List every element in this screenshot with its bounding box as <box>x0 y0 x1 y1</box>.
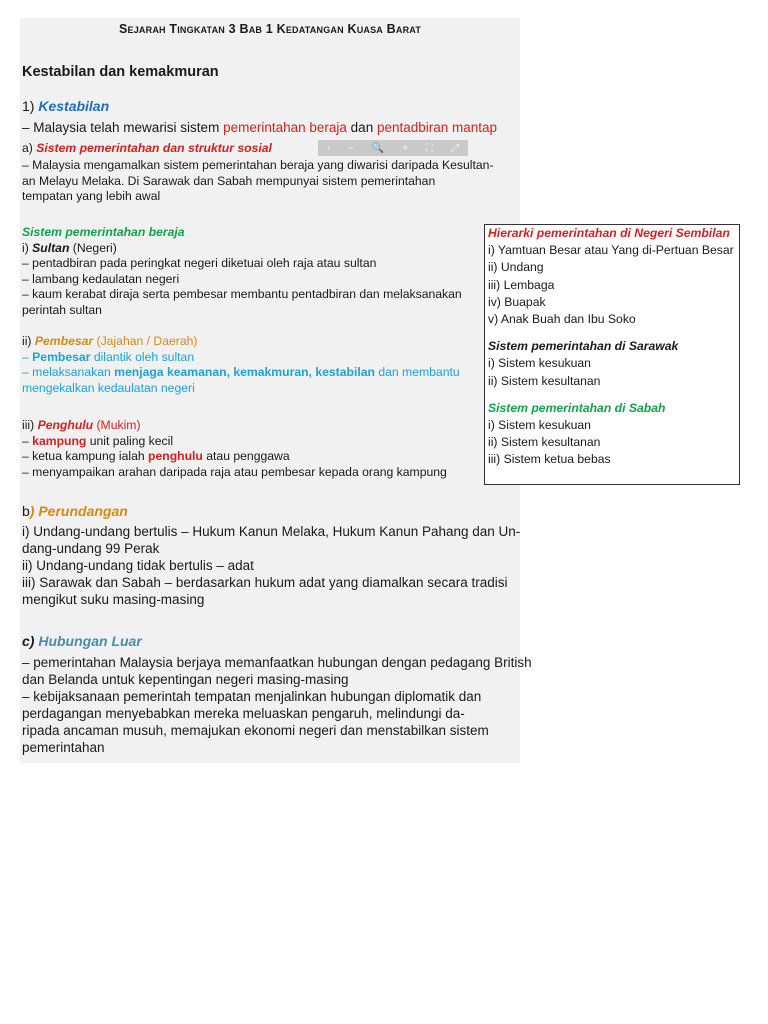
section-b-label: ) Perundangan <box>29 503 128 519</box>
expand-icon[interactable]: ⤢ <box>450 142 459 154</box>
pembesar-line-3: mengekalkan kedaulatan negeri <box>22 380 195 395</box>
sultan-line: – pentadbiran pada peringkat negeri diketuai oleh raja atau sultan <box>22 256 377 270</box>
section-b-body <box>22 523 520 608</box>
penghulu-l2-tail: atau penggawa <box>202 449 290 463</box>
section-c-line: – pemerintahan Malaysia berjaya memanfaatkan hubungan dengan pedagang British <box>22 655 532 670</box>
penghulu-block <box>22 418 447 480</box>
ns-item: iv) Buapak <box>488 294 546 309</box>
sarawak-title: Sistem pemerintahan di Sarawak <box>488 339 679 354</box>
sabah-item: ii) Sistem kesultanan <box>488 435 601 450</box>
zoom-out-icon[interactable]: – <box>348 142 354 154</box>
pembesar-num: ii) <box>22 334 35 348</box>
ns-item: iii) Lembaga <box>488 277 555 292</box>
section-b-line: iii) Sarawak dan Sabah – berdasarkan hukum adat yang diamalkan secara tradisi <box>22 575 508 590</box>
beraja-block <box>22 225 462 318</box>
ns-title: Hierarki pemerintahan di Negeri Sembilan <box>488 226 730 240</box>
section-a-heading <box>22 141 272 157</box>
penghulu-tail: (Mukim) <box>93 418 141 432</box>
fullscreen-icon[interactable]: ⛶ <box>425 142 433 154</box>
penghulu-line-2 <box>22 449 447 465</box>
pembesar-line-1: – Pembesar dilantik oleh sultan <box>22 349 195 364</box>
sultan-line: – kaum kerabat diraja serta pembesar membantu pentadbiran dan melaksanakan <box>22 287 462 301</box>
pembesar-heading <box>22 334 460 350</box>
kestabilan-red1: pemerintahan beraja <box>223 120 347 135</box>
section-b-line: mengikut suku masing-masing <box>22 592 205 607</box>
section-c-num: c) <box>22 633 39 649</box>
penghulu-line-3: – menyampaikan arahan daripada raja atau pembesar kepada orang kampung <box>22 464 447 479</box>
section-a-num: a) <box>22 141 37 155</box>
section-c-line: – kebijaksanaan pemerintah tempatan menjalinkan hubungan diplomatik dan <box>22 689 482 704</box>
section-a-line: – Malaysia mengamalkan sistem pemerintahan beraja yang diwarisi daripada Kesultan- <box>22 158 494 172</box>
kestabilan-num: 1) <box>22 98 39 114</box>
sultan-line: perintah sultan <box>22 302 102 317</box>
ns-item: i) Yamtuan Besar atau Yang di-Pertuan Besar <box>488 243 734 258</box>
pembesar-block <box>22 334 460 396</box>
pembesar-l2-tail: dan membantu <box>374 365 460 379</box>
section-c-line: perdagangan menyebabkan mereka meluaskan pengaruh, melindungi da- <box>22 706 465 721</box>
penghulu-l2-pre: – ketua kampung ialah <box>22 449 149 463</box>
hierarchy-box <box>484 224 740 485</box>
kestabilan-mid: dan <box>346 120 377 135</box>
section-c-body <box>22 654 532 756</box>
pembesar-tail: (Jajahan / Daerah) <box>93 334 198 348</box>
pembesar-bold: Pembesar <box>32 349 91 364</box>
section-a-line: tempatan yang lebih awal <box>22 189 161 203</box>
penghulu-l2-bold: penghulu <box>148 449 203 463</box>
penghulu-num: iii) <box>22 418 38 432</box>
section-a-label: Sistem pemerintahan dan struktur sosial <box>36 141 272 155</box>
section-a-line: an Melayu Melaka. Di Sarawak dan Sabah mempunyai sistem pemerintahan <box>22 173 436 188</box>
sultan-label: Sultan <box>32 240 70 255</box>
sabah-item: iii) Sistem ketua bebas <box>488 452 611 467</box>
penghulu-l1-tail: unit paling kecil <box>86 433 174 448</box>
pembesar-line-2 <box>22 365 460 381</box>
sultan-heading <box>22 241 462 257</box>
search-icon[interactable]: 🔍 <box>371 142 385 154</box>
ns-item: v) Anak Buah dan Ibu Soko <box>488 312 636 327</box>
pembesar-l2-pre: – melaksanakan <box>22 365 115 379</box>
sultan-line: – lambang kedaulatan negeri <box>22 271 180 286</box>
kestabilan-line <box>22 119 497 136</box>
penghulu-label: Penghulu <box>37 418 94 432</box>
sultan-tail: (Negeri) <box>69 240 117 255</box>
penghulu-line-1: – kampung unit paling kecil <box>22 433 174 448</box>
section-c-line: ripada ancaman musuh, memajukan ekonomi negeri dan menstabilkan sistem <box>22 723 489 738</box>
penghulu-heading <box>22 418 447 434</box>
kestabilan-heading <box>22 98 109 115</box>
pembesar-label: Pembesar <box>34 334 94 348</box>
section-a-body <box>22 158 494 205</box>
penghulu-l1-bold: kampung <box>32 433 87 448</box>
prev-icon[interactable]: ‹ <box>326 142 331 154</box>
section-b-line: dang-undang 99 Perak <box>22 541 160 556</box>
kestabilan-red2: pentadbiran mantap <box>376 120 498 135</box>
section-b-num: b <box>22 503 30 519</box>
sarawak-item: ii) Sistem kesultanan <box>488 373 601 388</box>
sabah-title: Sistem pemerintahan di Sabah <box>488 400 666 415</box>
section-b-heading <box>22 503 128 520</box>
beraja-heading: Sistem pemerintahan beraja <box>22 225 185 239</box>
sarawak-item: i) Sistem kesukuan <box>488 356 591 371</box>
section-c-label: Hubungan Luar <box>38 633 142 649</box>
section-b-line: i) Undang-undang bertulis – Hukum Kanun Melaka, Hukum Kanun Pahang dan Un- <box>22 524 521 539</box>
sabah-item: i) Sistem kesukuan <box>488 418 591 433</box>
kestabilan-label: Kestabilan <box>38 98 110 114</box>
pembesar-l1-tail: dilantik oleh sultan <box>90 349 195 364</box>
kestabilan-line-pre: – Malaysia telah mewarisi sistem <box>22 120 224 135</box>
page-heading: Kestabilan dan kemakmuran <box>22 64 219 80</box>
zoom-in-icon[interactable]: + <box>402 142 409 154</box>
section-b-line: ii) Undang-undang tidak bertulis – adat <box>22 558 254 573</box>
ns-item: ii) Undang <box>488 260 544 275</box>
section-c-heading <box>22 633 142 650</box>
viewer-toolbar <box>318 140 468 156</box>
sultan-num: i) <box>22 240 33 255</box>
section-c-line: dan Belanda untuk kepentingan negeri masing-masing <box>22 672 349 687</box>
pembesar-l2-bold: menjaga keamanan, kemakmuran, kestabilan <box>114 365 375 379</box>
section-c-line: pemerintahan <box>22 740 105 755</box>
document-title: Sejarah Tingkatan 3 Bab 1 Kedatangan Kuasa Barat <box>118 22 422 36</box>
